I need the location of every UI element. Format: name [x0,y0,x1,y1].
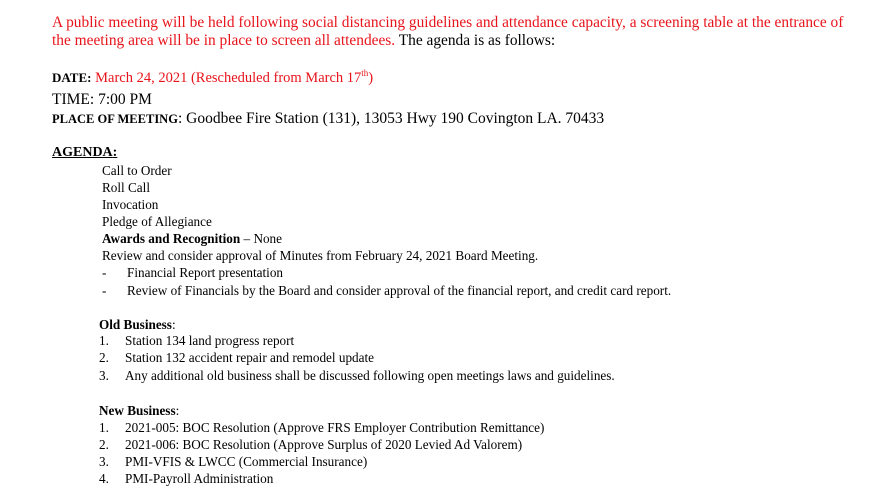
time-value: 7:00 PM [98,91,152,108]
sub-item-text: Review of Financials by the Board and consider approval of the financial report, and credit card report. [127,283,672,298]
date-line [52,70,373,87]
new-business-heading: New Business: [99,403,180,418]
sub-item-text: Financial Report presentation [127,265,284,280]
old-business-number: 1. [99,333,109,348]
date-label: DATE: [52,70,92,85]
sub-item-marker: - [102,265,107,280]
new-business-item: PMI-VFIS & LWCC (Commercial Insurance) [125,454,368,469]
new-business-number: 1. [99,420,109,435]
agenda-item: Pledge of Allegiance [102,214,212,229]
new-business-item: PMI-Payroll Administration [125,471,274,486]
new-business-number: 4. [99,471,109,486]
old-business-number: 2. [99,350,109,365]
new-business-number: 2. [99,437,109,452]
agenda-item-minutes: Review and consider approval of Minutes from February 24, 2021 Board Meeting. [102,248,539,263]
agenda-heading: AGENDA: [52,145,118,160]
time-label: TIME [52,91,90,108]
old-business-heading: Old Business: [99,317,176,332]
old-business-item: Any additional old business shall be discussed following open meetings laws and guidelines. [125,368,615,383]
agenda-item: Roll Call [102,180,150,195]
old-business-item: Station 134 land progress report [125,333,295,348]
new-business-item: 2021-006: BOC Resolution (Approve Surplus of 2020 Levied Ad Valorem) [125,437,523,452]
notice-red-text: A public meeting will be held following social distancing guidelines and attendance capacity, a screening table at the entrance of the meeting area will be in place to screen all attendees. [52,14,844,49]
agenda-item: Invocation [102,197,159,212]
new-business-item: 2021-005: BOC Resolution (Approve FRS Employer Contribution Remittance) [125,420,545,435]
old-business-item: Station 132 accident repair and remodel update [125,350,375,365]
time-line: TIME: 7:00 PM [52,91,152,108]
place-label: PLACE OF MEETING [52,112,178,126]
place-value: Goodbee Fire Station (131), 13053 Hwy 190 Covington LA. 70433 [186,110,605,127]
public-meeting-notice [52,14,852,50]
notice-agenda-intro: The agenda is as follows: [398,32,556,49]
agenda-item: Call to Order [102,163,172,178]
old-business-number: 3. [99,368,109,383]
place-line: PLACE OF MEETING: Goodbee Fire Station (131), 13053 Hwy 190 Covington LA. 70433 [52,110,605,127]
new-business-number: 3. [99,454,109,469]
sub-item-marker: - [102,283,107,298]
date-value: March 24, 2021 (Rescheduled from March 17th) [95,68,374,86]
agenda-item-awards: Awards and Recognition – None [102,231,283,246]
